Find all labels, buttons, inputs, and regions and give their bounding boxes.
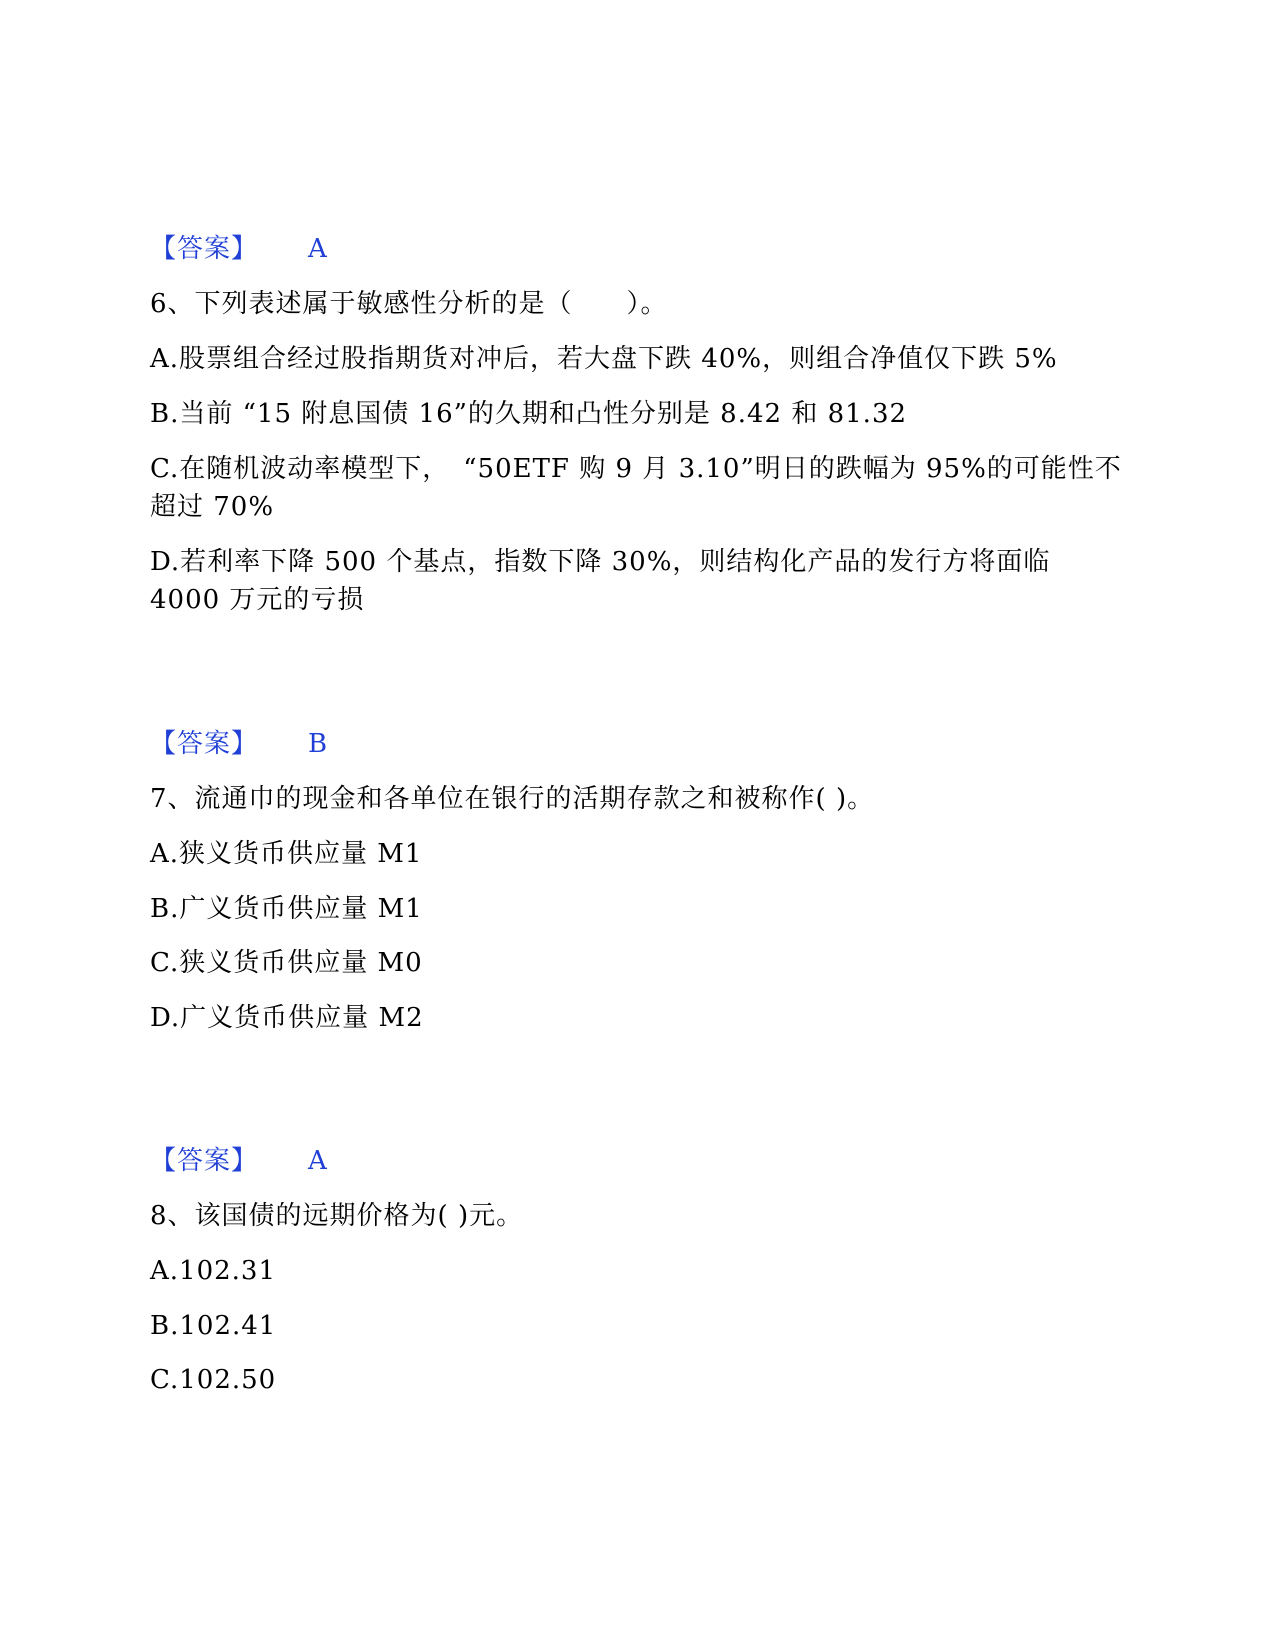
option-6c-cont: 超过 70% bbox=[150, 492, 275, 522]
option-6a: A.股票组合经过股指期货对冲后，若大盘下跌 40%，则组合净值仅下跌 5% bbox=[150, 344, 1058, 374]
option-6c: C.在随机波动率模型下， “50ETF 购 9 月 3.10”明日的跌幅为 95%的可能性不 bbox=[150, 454, 1122, 484]
option-6d-cont: 4000 万元的亏损 bbox=[150, 585, 365, 615]
answer-value: B bbox=[308, 729, 329, 759]
option-6d: D.若利率下降 500 个基点，指数下降 30%，则结构化产品的发行方将面临 bbox=[150, 547, 1051, 577]
option-7c: C.狭义货币供应量 M0 bbox=[150, 948, 423, 978]
answer-line bbox=[150, 232, 328, 266]
option-8a: A.102.31 bbox=[150, 1256, 277, 1286]
option-7a: A.狭义货币供应量 M1 bbox=[150, 839, 423, 869]
option-7d: D.广义货币供应量 M2 bbox=[150, 1003, 424, 1033]
answer-label: 【答案】 bbox=[150, 234, 259, 264]
option-7b: B.广义货币供应量 M1 bbox=[150, 894, 423, 924]
option-6b: B.当前 “15 附息国债 16”的久期和凸性分别是 8.42 和 81.32 bbox=[150, 399, 908, 429]
question-6-text: 6、下列表述属于敏感性分析的是（ ）。 bbox=[150, 289, 668, 319]
answer-value: A bbox=[308, 1146, 328, 1176]
question-8-text: 8、该国债的远期价格为( )元。 bbox=[150, 1201, 524, 1231]
option-8c: C.102.50 bbox=[150, 1365, 277, 1395]
answer-label: 【答案】 bbox=[150, 1146, 259, 1176]
answer-line bbox=[150, 1144, 328, 1178]
answer-label: 【答案】 bbox=[150, 729, 259, 759]
question-7-text: 7、流通巾的现金和各单位在银行的活期存款之和被称作( )。 bbox=[150, 784, 875, 814]
answer-line bbox=[150, 727, 328, 761]
option-8b: B.102.41 bbox=[150, 1311, 277, 1341]
answer-value: A bbox=[308, 234, 328, 264]
